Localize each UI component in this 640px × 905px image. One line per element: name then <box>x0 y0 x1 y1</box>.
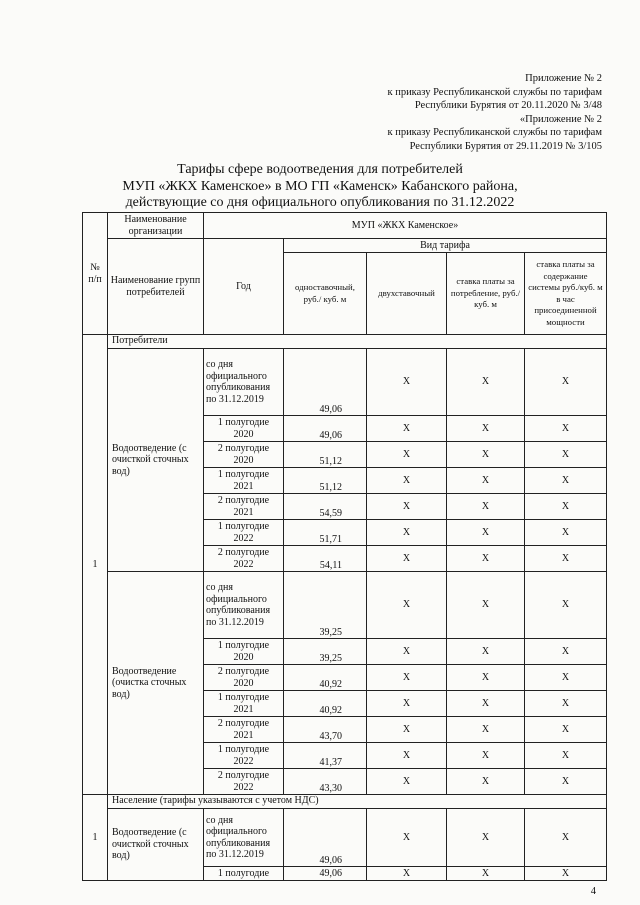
x-mark: Х <box>525 546 607 572</box>
x-mark: Х <box>525 520 607 546</box>
x-mark: Х <box>367 743 447 769</box>
x-mark: Х <box>447 743 525 769</box>
tariff-value: 54,11 <box>284 546 367 572</box>
section-consumers: Потребители <box>108 335 607 349</box>
period-label: со дня официального опубликования по 31.12.2019 <box>204 809 284 867</box>
period-label: 1 полугодие 2021 <box>204 468 284 494</box>
period-label: со дня официального опубликования по 31.12.2019 <box>204 572 284 639</box>
x-mark: Х <box>447 691 525 717</box>
x-mark: Х <box>367 468 447 494</box>
period-label: 1 полугодие 2020 <box>204 639 284 665</box>
tariff-value: 41,37 <box>284 743 367 769</box>
x-mark: Х <box>367 809 447 867</box>
period-label: 2 полугодие 2021 <box>204 494 284 520</box>
x-mark: Х <box>367 867 447 881</box>
x-mark: Х <box>367 572 447 639</box>
title-line: действующие со дня официального опубликования по 31.12.2022 <box>125 195 515 210</box>
row-number: 1 <box>83 795 108 881</box>
header-organization: Наименование организации <box>108 213 204 239</box>
x-mark: Х <box>447 717 525 743</box>
tariff-value: 49,06 <box>284 349 367 416</box>
consumer-group: Водоотведение (с очисткой сточных вод) <box>108 349 204 572</box>
x-mark: Х <box>367 665 447 691</box>
x-mark: Х <box>525 494 607 520</box>
consumer-group: Водоотведение (очистка сточных вод) <box>108 572 204 795</box>
header-consumer-group: Наименование групп потребителей <box>108 239 204 335</box>
x-mark: Х <box>367 416 447 442</box>
x-mark: Х <box>525 349 607 416</box>
header-year: Год <box>204 239 284 335</box>
x-mark: Х <box>525 572 607 639</box>
period-label: 1 полугодие 2021 <box>204 691 284 717</box>
tariff-value: 40,92 <box>284 691 367 717</box>
x-mark: Х <box>525 743 607 769</box>
header-line: к приказу Республиканской службы по тарифам <box>387 127 602 139</box>
header-line: Республики Бурятия от 20.11.2020 № 3/48 <box>414 100 602 112</box>
x-mark: Х <box>525 717 607 743</box>
title-line: Тарифы сфере водоотведения для потребителей <box>177 162 463 177</box>
document-title <box>0 162 640 212</box>
header-line: «Приложение № 2 <box>519 113 602 125</box>
header-line: к приказу Республиканской службы по тарифам <box>387 86 602 98</box>
tariff-value: 39,25 <box>284 572 367 639</box>
tariff-value: 49,06 <box>284 867 367 881</box>
x-mark: Х <box>447 665 525 691</box>
x-mark: Х <box>367 769 447 795</box>
x-mark: Х <box>447 809 525 867</box>
header-line: Приложение № 2 <box>525 73 602 84</box>
period-label: 2 полугодие 2020 <box>204 442 284 468</box>
order-reference <box>387 72 602 154</box>
x-mark: Х <box>367 349 447 416</box>
x-mark: Х <box>447 442 525 468</box>
header-line: Республики Бурятия от 29.11.2019 № 3/105 <box>409 140 602 152</box>
period-label: 2 полугодие 2021 <box>204 717 284 743</box>
x-mark: Х <box>447 546 525 572</box>
x-mark: Х <box>447 769 525 795</box>
title-line: МУП «ЖКХ Каменское» в МО ГП «Каменск» Кабанского района, <box>122 178 518 194</box>
x-mark: Х <box>367 442 447 468</box>
x-mark: Х <box>447 349 525 416</box>
x-mark: Х <box>447 639 525 665</box>
x-mark: Х <box>447 416 525 442</box>
x-mark: Х <box>447 867 525 881</box>
page-number: 4 <box>590 886 596 897</box>
x-mark: Х <box>367 639 447 665</box>
period-label: 1 полугодие 2022 <box>204 520 284 546</box>
tariff-value: 51,12 <box>284 442 367 468</box>
period-label: 1 полугодие 2020 <box>204 416 284 442</box>
tariff-table <box>82 212 607 881</box>
tariff-value: 39,25 <box>284 639 367 665</box>
x-mark: Х <box>447 572 525 639</box>
tariff-value: 54,59 <box>284 494 367 520</box>
x-mark: Х <box>525 468 607 494</box>
period-label: 2 полугодие 2022 <box>204 769 284 795</box>
x-mark: Х <box>447 520 525 546</box>
period-label: со дня официального опубликования по 31.12.2019 <box>204 349 284 416</box>
x-mark: Х <box>367 546 447 572</box>
period-label: 1 полугодие 2022 <box>204 743 284 769</box>
tariff-value: 51,71 <box>284 520 367 546</box>
consumer-group: Водоотведение (с очисткой сточных вод) <box>108 809 204 881</box>
x-mark: Х <box>525 665 607 691</box>
x-mark: Х <box>525 867 607 881</box>
x-mark: Х <box>447 468 525 494</box>
header-maintenance-rate: ставка платы за содержание системы руб./куб. м в час присоединенной мощности <box>525 253 607 335</box>
header-tariff-type: Вид тарифа <box>284 239 607 253</box>
tariff-value: 51,12 <box>284 468 367 494</box>
header-organization-value: МУП «ЖКХ Каменское» <box>204 213 607 239</box>
x-mark: Х <box>525 691 607 717</box>
x-mark: Х <box>367 691 447 717</box>
header-consumption-rate: ставка платы за потребление, руб./ куб. м <box>447 253 525 335</box>
x-mark: Х <box>525 809 607 867</box>
x-mark: Х <box>525 639 607 665</box>
tariff-value: 49,06 <box>284 809 367 867</box>
x-mark: Х <box>525 416 607 442</box>
header-one-rate: одноставочный, руб./ куб. м <box>284 253 367 335</box>
tariff-value: 43,70 <box>284 717 367 743</box>
period-label: 2 полугодие 2020 <box>204 665 284 691</box>
x-mark: Х <box>367 717 447 743</box>
row-number: 1 <box>83 335 108 795</box>
tariff-value: 43,30 <box>284 769 367 795</box>
section-population: Население (тарифы указываются с учетом НДС) <box>108 795 607 809</box>
x-mark: Х <box>367 494 447 520</box>
x-mark: Х <box>525 442 607 468</box>
period-label: 1 полугодие <box>204 867 284 881</box>
period-label: 2 полугодие 2022 <box>204 546 284 572</box>
tariff-value: 49,06 <box>284 416 367 442</box>
x-mark: Х <box>367 520 447 546</box>
header-two-rate: двухставочный <box>367 253 447 335</box>
x-mark: Х <box>525 769 607 795</box>
header-number: № п/п <box>83 213 108 335</box>
tariff-value: 40,92 <box>284 665 367 691</box>
x-mark: Х <box>447 494 525 520</box>
